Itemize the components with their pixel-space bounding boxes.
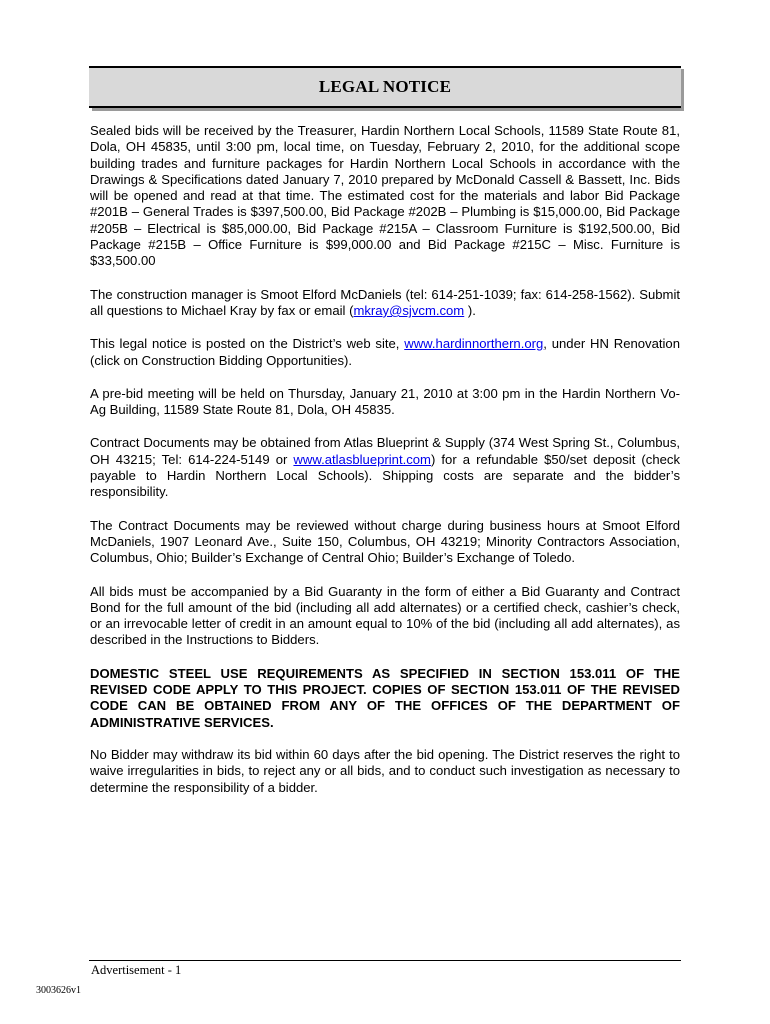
review-locations-paragraph: The Contract Documents may be reviewed without charge during business hours at Smoot Elford McDaniels, 1907 Leonard Ave., Suite 150, Columbus, OH 43219; Minority Contractors Association, Columbus, Ohio; Builder’s Exchange of Central Ohio; Builder’s Exchange of Toledo. bbox=[90, 517, 680, 566]
district-website-link[interactable]: www.hardinnorthern.org bbox=[404, 336, 544, 352]
document-id: 3003626v1 bbox=[36, 985, 81, 996]
cm-text-after: ). bbox=[464, 302, 476, 318]
website-paragraph bbox=[90, 336, 680, 369]
documents-text-after: ) for a refundable $50/set deposit (check payable to Hardin Northern Local Schools). Shipping costs are separate and the bidder’s responsibility. bbox=[90, 451, 680, 500]
bid-guaranty-paragraph: All bids must be accompanied by a Bid Guaranty in the form of either a Bid Guaranty and Contract Bond for the full amount of the bid (including all add alternates) or a certified check, cashier’s check, or an irrevocable letter of credit in an amount equal to 10% of the bid (including all add alternates), as described in the Instructions to Bidders. bbox=[90, 583, 680, 648]
cm-text-before: The construction manager is Smoot Elford McDaniels (tel: 614-251-1039; fax: 614-258-1562). Submit all questions to Michael Kray by fax or email ( bbox=[90, 286, 680, 318]
documents-text-before: Contract Documents may be obtained from Atlas Blueprint & Supply (374 West Spring St., Columbus, OH 43215; Tel: 614-224-5149 or bbox=[90, 435, 680, 467]
title-band bbox=[89, 66, 681, 108]
footer-rule bbox=[89, 960, 681, 961]
email-link[interactable]: mkray@sjvcm.com bbox=[353, 302, 465, 318]
bids-paragraph: Sealed bids will be received by the Treasurer, Hardin Northern Local Schools, 11589 State Route 81, Dola, OH 45835, until 3:00 pm, local time, on Tuesday, February 2, 2010, for the additional scope building trades and furniture packages for Hardin Northern Local Schools in accordance with the Drawings & Specifications dated January 7, 2010 prepared by McDonald Cassell & Bassett, Inc. Bids will be opened and read at that time. The estimated cost for the materials and labor Bid Package #201B – General Trades is $397,500.00, Bid Package #202B – Plumbing is $15,000.00, Bid Package #205B – Electrical is $85,000.00, Bid Package #215A – Classroom Furniture is $192,500.00, Bid Package #215B – Office Furniture is $99,000.00 and Bid Package #215C – Misc. Furniture is $33,500.00 bbox=[90, 123, 680, 269]
pre-bid-meeting-paragraph: A pre-bid meeting will be held on Thursday, January 21, 2010 at 3:00 pm in the Hardin Northern Vo-Ag Building, 11589 State Route 81, Dola, OH 45835. bbox=[90, 385, 680, 418]
page-title: LEGAL NOTICE bbox=[318, 77, 452, 96]
website-text-after: , under HN Renovation (click on Construction Bidding Opportunities). bbox=[90, 336, 680, 368]
withdrawal-paragraph: No Bidder may withdraw its bid within 60 days after the bid opening. The District reserves the right to waive irregularities in bids, to reject any or all bids, and to conduct such investigation as necessary to determine the responsibility of a bidder. bbox=[90, 746, 680, 795]
contract-documents-paragraph bbox=[90, 435, 680, 500]
website-text-before: This legal notice is posted on the District’s web site, bbox=[90, 336, 405, 352]
domestic-steel-paragraph: DOMESTIC STEEL USE REQUIREMENTS AS SPECIFIED IN SECTION 153.011 OF THE REVISED CODE APPLY TO THIS PROJECT. COPIES OF SECTION 153.011 OF THE REVISED CODE CAN BE OBTAINED FROM ANY OF THE OFFICES OF THE DEPARTMENT OF ADMINISTRATIVE SERVICES. bbox=[90, 665, 680, 730]
construction-manager-paragraph bbox=[90, 287, 680, 320]
notice-body bbox=[90, 123, 680, 813]
footer-label: Advertisement - 1 bbox=[91, 963, 182, 977]
atlas-blueprint-link[interactable]: www.atlasblueprint.com bbox=[293, 451, 431, 467]
